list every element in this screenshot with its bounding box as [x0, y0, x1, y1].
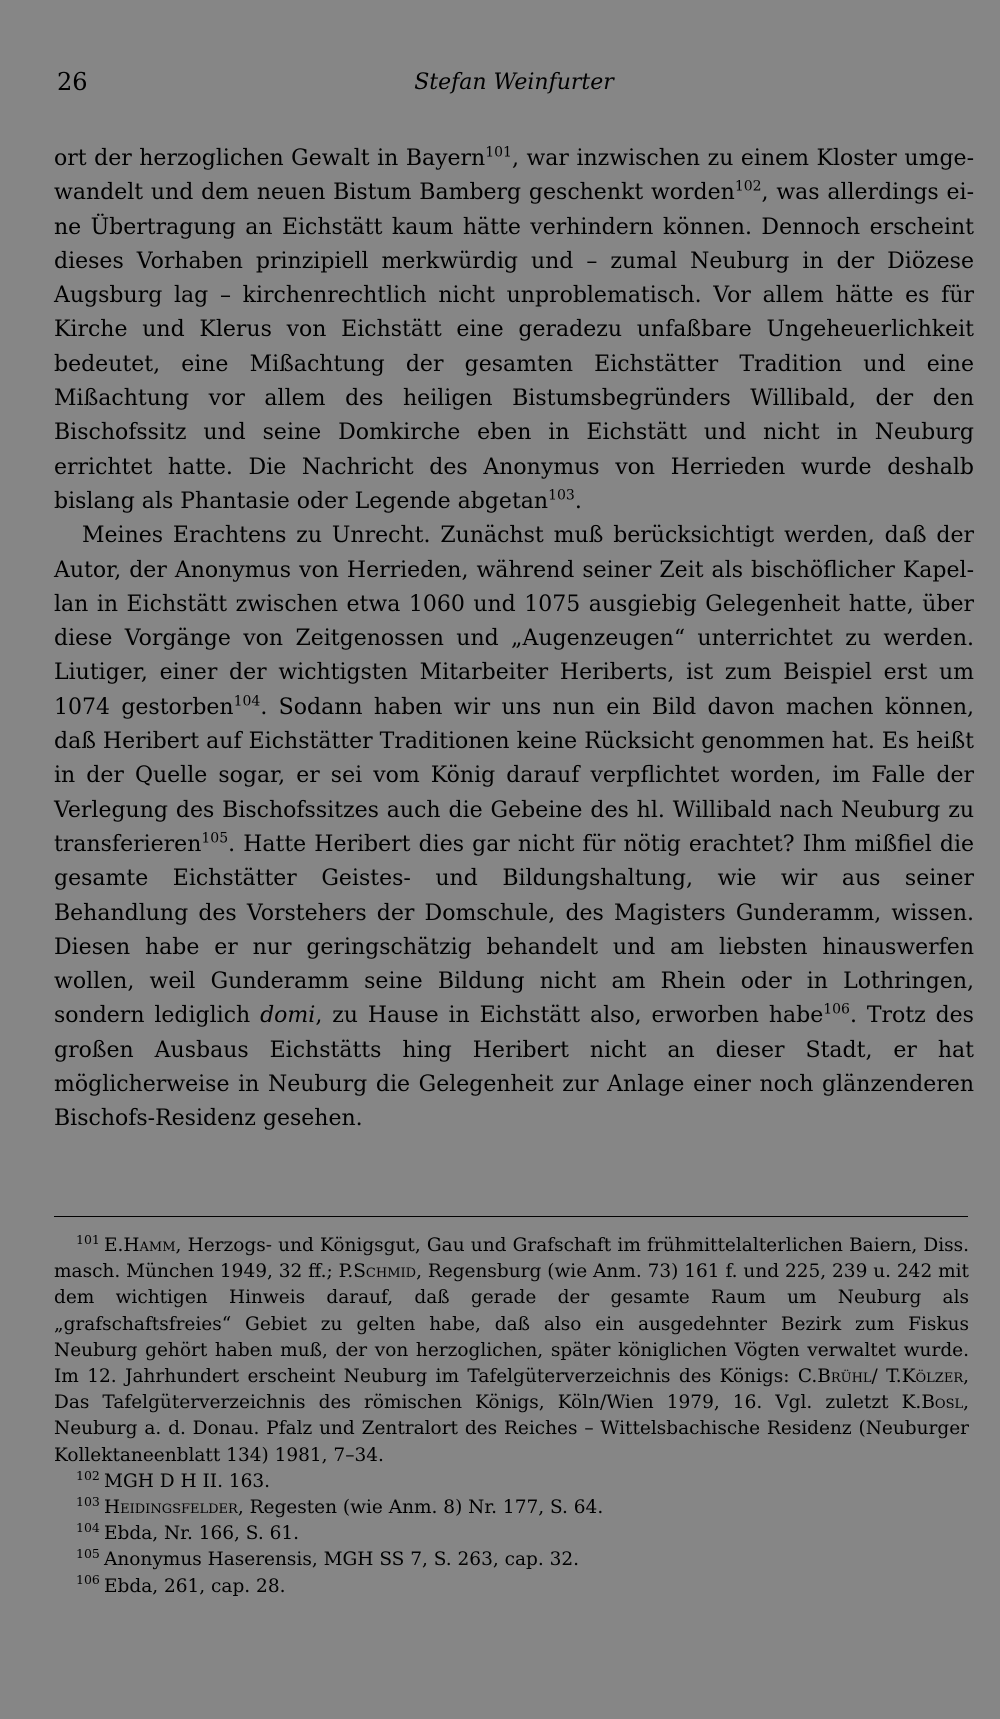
footnote-101: 101 E.Hamm, Herzogs- und Königsgut, Gau und Grafschaft im frühmittelalterlichen Baiern, Diss. masch. München 1949, 32 ff.; P.Schmid, Regensburg (wie Anm. 73) 161 f. und 225, 239 u. 242 mit dem wichtigen Hinweis darauf, daß gerade der gesamte Raum um Neuburg als „grafschaftsfreies“ Gebiet zu gelten habe, daß also ein ausgedehnter Bezirk zum Fiskus Neuburg gehört haben muß, der von herzoglichen, später königlichen Vögten verwaltet wurde. Im 12. Jahrhundert erscheint Neuburg im Tafelgüterverzeichnis des Königs: C.Brühl/ T.Kölzer, Das Tafelgüterverzeichnis des römischen Königs, Köln/Wien 1979, 16. Vgl. zuletzt K.Bosl, Neuburg a. d. Donau. Pfalz und Zentralort des Reiches – Wittelsbachische Residenz (Neuburger Kollektaneenblatt 134) 1981, 7–34. — [54, 1231, 969, 1466]
footnote-106: 106 Ebda, 261, cap. 28. — [76, 1572, 286, 1597]
footnote-reference[interactable]: 106 — [823, 1002, 850, 1019]
author-name: Hamm — [123, 1235, 176, 1256]
emphasis: domi — [260, 1003, 316, 1029]
author-name: Bosl — [921, 1392, 964, 1414]
footnote-104: 104 Ebda, Nr. 166, S. 61. — [76, 1520, 300, 1545]
author-name: Brühl — [817, 1366, 872, 1388]
author-name: Schmid — [353, 1261, 417, 1283]
footnote-reference[interactable]: 103 — [548, 487, 575, 504]
footnote-reference[interactable]: 105 — [201, 830, 229, 847]
footnote-reference[interactable]: 104 — [233, 693, 261, 710]
author-name: Kölzer — [901, 1366, 964, 1388]
footnote-103: 103 Heidingsfelder, Regesten (wie Anm. 8) Nr. 177, S. 64. — [76, 1493, 604, 1519]
author-name: Heidingsfelder — [104, 1497, 238, 1519]
paragraph: Meines Erachtens zu Unrecht. Zunächst muß berücksichtigt werden, daß der Autor, der Anonymus von Herrieden, während seiner Zeit als bischöflicher Kapellan in Eichstätt zwischen etwa 1060 und 1075 ausgiebig Gelegenheit hatte, über diese Vorgänge von Zeitgenossen und „Augenzeugen“ unterrichtet zu werden. Liutiger, einer der wichtigsten Mitarbeiter Heriberts, ist zum Beispiel erst um 1074 gestorben$^{104}$. Sodann haben wir uns nun ein Bild davon machen können, daß Heribert auf Eichstätter Traditionen keine Rücksicht genommen hat. Es heißt in der Quelle sogar, er sei vom König darauf verpflichtet worden, im Falle der Verlegung des Bischofssitzes auch die Gebeine des hl. Willibald nach Neuburg zu transferieren$^{105}$. Hatte Heribert dies gar nicht für nötig erachtet? Ihm mißfiel die gesamte Eichstätter Geistes- und Bildungshaltung, wie wir aus seiner Behandlung des Vorstehers der Domschule, des Magisters Gunderamm, wissen. Diesen habe er nur geringschätzig behandelt und am liebsten hinauswerfen wollen, weil Gunderamm seine Bildung nicht am Rhein oder in Lothringen, sondern lediglich domi, zu Hause in Eichstätt also, erworben habe$^{106}$. Trotz des großen Ausbaus Eichstätts hing Heribert nicht an dieser Stadt, er hat möglicherweise in Neuburg die Gelegenheit zur Anlage einer noch glänzenderen Bischofs-Residenz gesehen. — [54, 523, 975, 1132]
running-head: Stefan Weinfurter — [414, 70, 614, 95]
footnote-separator — [54, 1216, 968, 1217]
footnote-105: 105 Anonymus Haserensis, MGH SS 7, S. 263, cap. 32. — [76, 1546, 580, 1571]
footnote-reference[interactable]: 101 — [485, 144, 512, 161]
footnote-reference[interactable]: 102 — [734, 178, 762, 195]
page-number: 26 — [57, 68, 88, 96]
footnotes — [54, 1233, 969, 1600]
page-header — [54, 68, 974, 102]
body-text — [54, 142, 974, 1137]
footnote-102: 102 MGH D H II. 163. — [76, 1467, 271, 1492]
paragraph: ort der herzoglichen Gewalt in Bayern$^{101}$, war inzwischen zu einem Kloster umgewandelt und dem neuen Bistum Bamberg geschenkt worden$^{102}$, was allerdings eine Übertragung an Eichstätt kaum hätte verhindern können. Dennoch erscheint dieses Vorhaben prinzipiell merkwürdig und – zumal Neuburg in der Diözese Augsburg lag – kirchenrechtlich nicht unproblematisch. Vor allem hätte es für Kirche und Klerus von Eichstätt eine geradezu unfaßbare Ungeheuerlichkeit bedeutet, eine Mißachtung der gesamten Eichstätter Tradition und eine Mißachtung vor allem des heiligen Bistumsbegründers Willibald, der den Bischofssitz und seine Domkirche eben in Eichstätt und nicht in Neuburg errichtet hatte. Die Nachricht des Anonymus von Herrieden wurde deshalb bislang als Phantasie oder Legende abgetan$^{103}$. — [54, 144, 974, 514]
